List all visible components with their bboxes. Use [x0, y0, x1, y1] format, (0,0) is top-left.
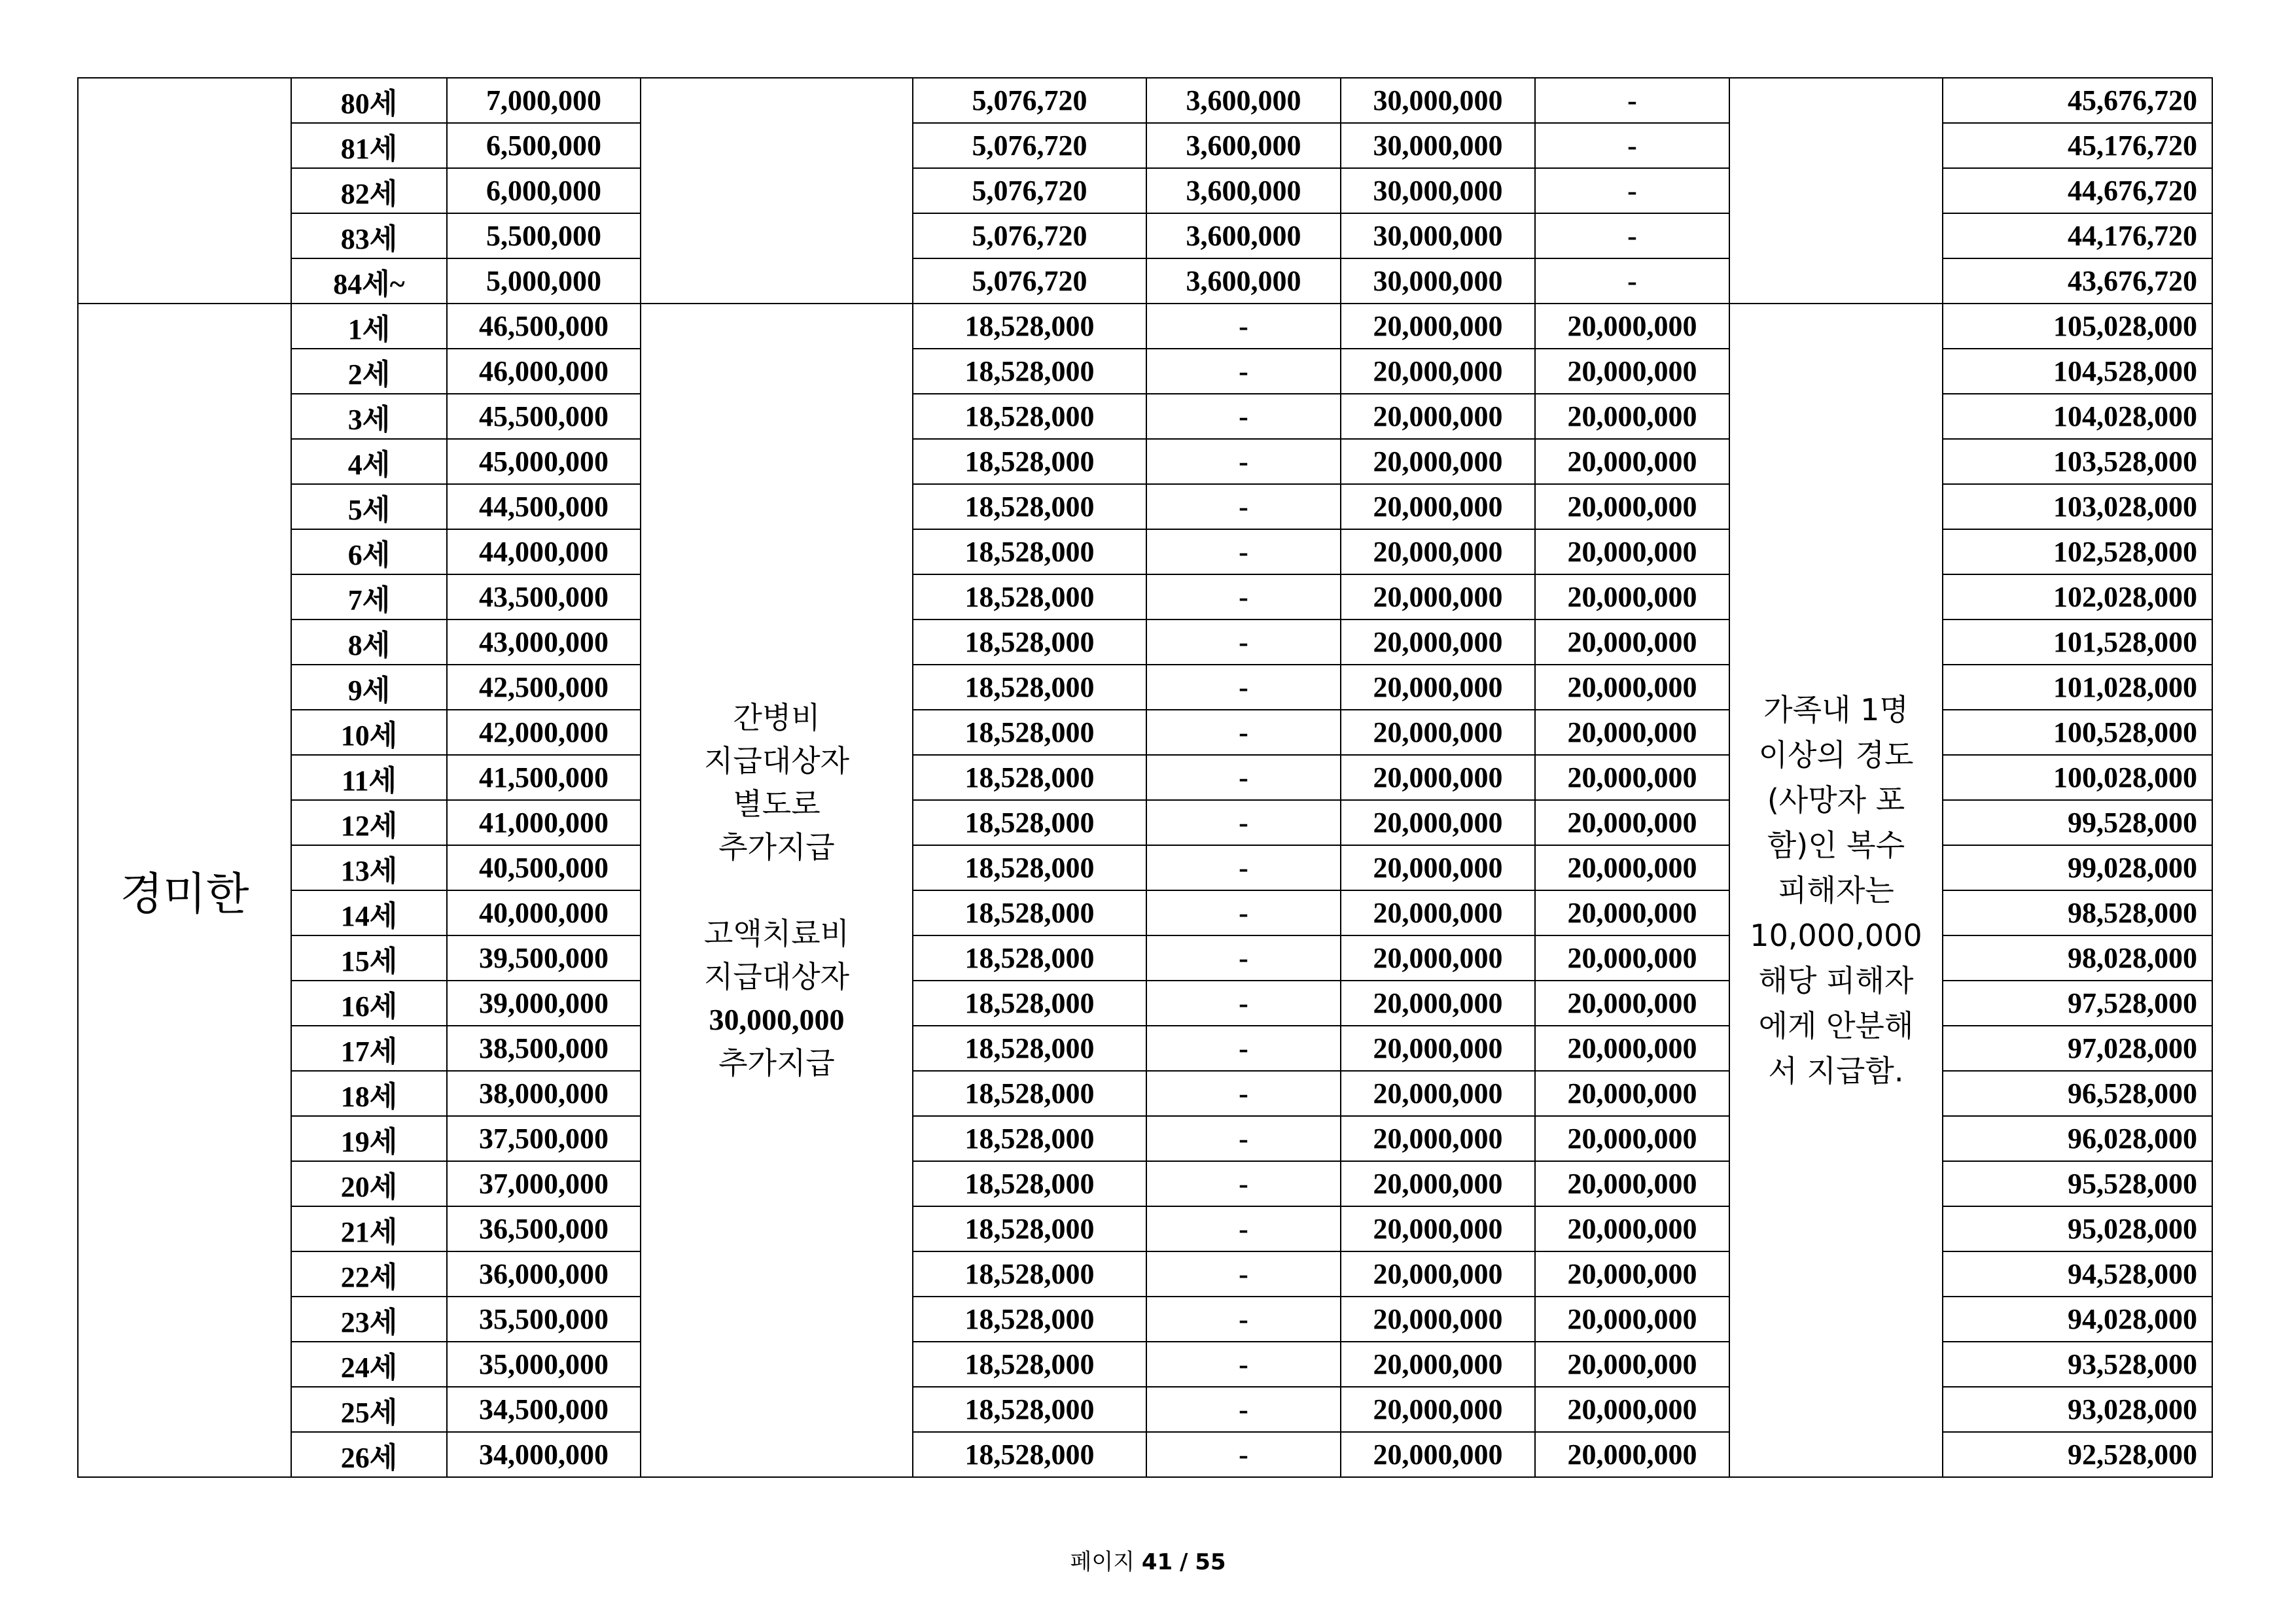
age-cell: 15세	[291, 935, 447, 981]
col-e-cell: -	[1146, 620, 1341, 665]
total-cell: 43,676,720	[1943, 258, 2212, 304]
family-note-line: 피해자는	[1778, 872, 1894, 908]
col-f-cell: 20,000,000	[1341, 1071, 1535, 1116]
family-note-line: 함)인 복수	[1767, 827, 1905, 863]
col-d-cell: 18,528,000	[913, 665, 1146, 710]
col-g-cell: 20,000,000	[1535, 1161, 1729, 1206]
amount-cell: 39,500,000	[447, 935, 641, 981]
col-d-cell: 5,076,720	[913, 78, 1146, 123]
total-cell: 95,028,000	[1943, 1206, 2212, 1251]
col-e-cell: 3,600,000	[1146, 213, 1341, 258]
col-d-cell: 5,076,720	[913, 168, 1146, 213]
age-cell: 5세	[291, 484, 447, 529]
additional-note-line: 추가지급	[718, 829, 835, 865]
col-g-cell: 20,000,000	[1535, 1432, 1729, 1477]
col-e-cell: 3,600,000	[1146, 168, 1341, 213]
col-g-cell: 20,000,000	[1535, 1342, 1729, 1387]
col-f-cell: 20,000,000	[1341, 845, 1535, 890]
age-cell: 24세	[291, 1342, 447, 1387]
total-cell: 95,528,000	[1943, 1161, 2212, 1206]
col-f-cell: 20,000,000	[1341, 755, 1535, 800]
age-cell: 9세	[291, 665, 447, 710]
col-g-cell: 20,000,000	[1535, 981, 1729, 1026]
col-f-cell: 20,000,000	[1341, 574, 1535, 620]
col-d-cell: 18,528,000	[913, 484, 1146, 529]
col-d-cell: 18,528,000	[913, 1342, 1146, 1387]
age-cell: 12세	[291, 800, 447, 845]
additional-note-cell	[641, 78, 913, 304]
col-g-cell: 20,000,000	[1535, 665, 1729, 710]
col-g-cell: 20,000,000	[1535, 529, 1729, 574]
age-cell: 3세	[291, 394, 447, 439]
page-label: 페이지	[1070, 1549, 1135, 1575]
col-e-cell: -	[1146, 1297, 1341, 1342]
col-e-cell: -	[1146, 1342, 1341, 1387]
col-f-cell: 20,000,000	[1341, 1161, 1535, 1206]
age-cell: 80세	[291, 78, 447, 123]
col-f-cell: 20,000,000	[1341, 1026, 1535, 1071]
amount-cell: 44,500,000	[447, 484, 641, 529]
col-g-cell: 20,000,000	[1535, 1071, 1729, 1116]
col-g-cell: 20,000,000	[1535, 394, 1729, 439]
col-e-cell: -	[1146, 574, 1341, 620]
col-f-cell: 30,000,000	[1341, 123, 1535, 168]
total-cell: 105,028,000	[1943, 304, 2212, 349]
amount-cell: 41,000,000	[447, 800, 641, 845]
col-f-cell: 20,000,000	[1341, 620, 1535, 665]
col-e-cell: -	[1146, 1206, 1341, 1251]
total-cell: 101,028,000	[1943, 665, 2212, 710]
col-g-cell: -	[1535, 258, 1729, 304]
age-cell: 81세	[291, 123, 447, 168]
amount-cell: 42,500,000	[447, 665, 641, 710]
amount-cell: 5,500,000	[447, 213, 641, 258]
total-cell: 97,528,000	[1943, 981, 2212, 1026]
col-g-cell: 20,000,000	[1535, 620, 1729, 665]
amount-cell: 45,000,000	[447, 439, 641, 484]
col-e-cell: -	[1146, 439, 1341, 484]
age-cell: 25세	[291, 1387, 447, 1432]
group-name-cell	[78, 78, 291, 304]
amount-cell: 5,000,000	[447, 258, 641, 304]
amount-cell: 41,500,000	[447, 755, 641, 800]
total-cell: 45,676,720	[1943, 78, 2212, 123]
total-cell: 103,528,000	[1943, 439, 2212, 484]
amount-cell: 42,000,000	[447, 710, 641, 755]
col-f-cell: 20,000,000	[1341, 529, 1535, 574]
family-note-line: 이상의 경도	[1758, 737, 1914, 773]
amount-cell: 7,000,000	[447, 78, 641, 123]
total-cell: 94,528,000	[1943, 1251, 2212, 1297]
col-g-cell: -	[1535, 123, 1729, 168]
col-d-cell: 18,528,000	[913, 1116, 1146, 1161]
family-note-cell	[1729, 78, 1943, 304]
total-cell: 101,528,000	[1943, 620, 2212, 665]
col-e-cell: -	[1146, 1071, 1341, 1116]
amount-cell: 40,000,000	[447, 890, 641, 935]
col-f-cell: 20,000,000	[1341, 304, 1535, 349]
amount-cell: 46,000,000	[447, 349, 641, 394]
age-cell: 21세	[291, 1206, 447, 1251]
page-current: 41	[1141, 1549, 1173, 1575]
amount-cell: 35,000,000	[447, 1342, 641, 1387]
age-cell: 26세	[291, 1432, 447, 1477]
total-cell: 44,176,720	[1943, 213, 2212, 258]
group-name-cell: 경미한	[78, 304, 291, 1477]
family-note-line: 10,000,000	[1750, 917, 1922, 953]
col-g-cell: -	[1535, 78, 1729, 123]
col-e-cell: -	[1146, 845, 1341, 890]
total-cell: 96,028,000	[1943, 1116, 2212, 1161]
amount-cell: 6,000,000	[447, 168, 641, 213]
col-g-cell: -	[1535, 213, 1729, 258]
col-g-cell: 20,000,000	[1535, 1297, 1729, 1342]
page-footer	[0, 1544, 2296, 1576]
additional-note-line: 지급대상자	[703, 959, 850, 994]
col-g-cell: 20,000,000	[1535, 1206, 1729, 1251]
col-e-cell: 3,600,000	[1146, 258, 1341, 304]
amount-cell: 46,500,000	[447, 304, 641, 349]
col-f-cell: 20,000,000	[1341, 484, 1535, 529]
total-cell: 92,528,000	[1943, 1432, 2212, 1477]
col-d-cell: 18,528,000	[913, 800, 1146, 845]
col-d-cell: 5,076,720	[913, 213, 1146, 258]
family-note-line: (사망자 포	[1767, 782, 1905, 818]
col-d-cell: 18,528,000	[913, 620, 1146, 665]
col-d-cell: 18,528,000	[913, 1297, 1146, 1342]
col-e-cell: -	[1146, 755, 1341, 800]
amount-cell: 38,000,000	[447, 1071, 641, 1116]
col-d-cell: 18,528,000	[913, 935, 1146, 981]
col-d-cell: 18,528,000	[913, 1251, 1146, 1297]
col-f-cell: 20,000,000	[1341, 710, 1535, 755]
col-e-cell: -	[1146, 710, 1341, 755]
age-cell: 14세	[291, 890, 447, 935]
col-d-cell: 18,528,000	[913, 981, 1146, 1026]
additional-note-line: 지급대상자	[703, 743, 850, 778]
age-cell: 1세	[291, 304, 447, 349]
amount-cell: 38,500,000	[447, 1026, 641, 1071]
col-f-cell: 20,000,000	[1341, 665, 1535, 710]
age-cell: 20세	[291, 1161, 447, 1206]
col-d-cell: 18,528,000	[913, 1387, 1146, 1432]
col-g-cell: 20,000,000	[1535, 349, 1729, 394]
col-g-cell: 20,000,000	[1535, 304, 1729, 349]
col-f-cell: 20,000,000	[1341, 800, 1535, 845]
age-cell: 8세	[291, 620, 447, 665]
col-f-cell: 30,000,000	[1341, 168, 1535, 213]
page-separator: /	[1179, 1549, 1188, 1575]
family-note-line: 에게 안분해	[1758, 1007, 1914, 1043]
age-cell: 16세	[291, 981, 447, 1026]
col-d-cell: 18,528,000	[913, 304, 1146, 349]
total-cell: 99,028,000	[1943, 845, 2212, 890]
col-e-cell: -	[1146, 1432, 1341, 1477]
col-d-cell: 18,528,000	[913, 1206, 1146, 1251]
total-cell: 97,028,000	[1943, 1026, 2212, 1071]
total-cell: 102,028,000	[1943, 574, 2212, 620]
col-g-cell: 20,000,000	[1535, 1387, 1729, 1432]
table-row	[78, 304, 2212, 349]
age-cell: 22세	[291, 1251, 447, 1297]
col-d-cell: 18,528,000	[913, 574, 1146, 620]
col-d-cell: 18,528,000	[913, 890, 1146, 935]
total-cell: 103,028,000	[1943, 484, 2212, 529]
col-e-cell: -	[1146, 349, 1341, 394]
page-total: 55	[1195, 1549, 1226, 1575]
family-note-cell	[1729, 304, 1943, 1477]
total-cell: 104,528,000	[1943, 349, 2212, 394]
total-cell: 100,528,000	[1943, 710, 2212, 755]
col-d-cell: 18,528,000	[913, 1026, 1146, 1071]
col-e-cell: -	[1146, 935, 1341, 981]
col-e-cell: -	[1146, 981, 1341, 1026]
col-e-cell: -	[1146, 1387, 1341, 1432]
col-g-cell: 20,000,000	[1535, 574, 1729, 620]
col-e-cell: -	[1146, 1026, 1341, 1071]
col-g-cell: 20,000,000	[1535, 800, 1729, 845]
col-f-cell: 30,000,000	[1341, 213, 1535, 258]
age-cell: 23세	[291, 1297, 447, 1342]
col-d-cell: 5,076,720	[913, 123, 1146, 168]
additional-note-line: 추가지급	[718, 1045, 835, 1081]
additional-note-line: 30,000,000	[709, 1003, 845, 1036]
table-body	[78, 78, 2212, 1477]
col-f-cell: 20,000,000	[1341, 349, 1535, 394]
col-e-cell: -	[1146, 304, 1341, 349]
family-note-line: 해당 피해자	[1758, 962, 1914, 998]
col-f-cell: 20,000,000	[1341, 1387, 1535, 1432]
total-cell: 96,528,000	[1943, 1071, 2212, 1116]
age-cell: 6세	[291, 529, 447, 574]
amount-cell: 6,500,000	[447, 123, 641, 168]
amount-cell: 36,000,000	[447, 1251, 641, 1297]
total-cell: 44,676,720	[1943, 168, 2212, 213]
total-cell: 100,028,000	[1943, 755, 2212, 800]
col-f-cell: 20,000,000	[1341, 1297, 1535, 1342]
compensation-table	[77, 77, 2213, 1478]
col-g-cell: 20,000,000	[1535, 1251, 1729, 1297]
col-f-cell: 20,000,000	[1341, 1206, 1535, 1251]
col-f-cell: 30,000,000	[1341, 78, 1535, 123]
age-cell: 13세	[291, 845, 447, 890]
additional-note-line: 별도로	[733, 786, 821, 822]
age-cell: 84세~	[291, 258, 447, 304]
family-note-line: 가족내 1명	[1763, 691, 1909, 727]
col-e-cell: -	[1146, 800, 1341, 845]
col-d-cell: 18,528,000	[913, 439, 1146, 484]
col-g-cell: 20,000,000	[1535, 755, 1729, 800]
col-g-cell: 20,000,000	[1535, 1116, 1729, 1161]
col-e-cell: 3,600,000	[1146, 123, 1341, 168]
col-e-cell: -	[1146, 1116, 1341, 1161]
age-cell: 18세	[291, 1071, 447, 1116]
total-cell: 45,176,720	[1943, 123, 2212, 168]
col-d-cell: 18,528,000	[913, 710, 1146, 755]
col-f-cell: 20,000,000	[1341, 935, 1535, 981]
col-g-cell: -	[1535, 168, 1729, 213]
amount-cell: 40,500,000	[447, 845, 641, 890]
total-cell: 102,528,000	[1943, 529, 2212, 574]
col-e-cell: 3,600,000	[1146, 78, 1341, 123]
col-f-cell: 20,000,000	[1341, 1342, 1535, 1387]
col-f-cell: 20,000,000	[1341, 1432, 1535, 1477]
total-cell: 104,028,000	[1943, 394, 2212, 439]
additional-note-cell	[641, 304, 913, 1477]
col-g-cell: 20,000,000	[1535, 484, 1729, 529]
col-e-cell: -	[1146, 665, 1341, 710]
total-cell: 99,528,000	[1943, 800, 2212, 845]
age-cell: 7세	[291, 574, 447, 620]
age-cell: 17세	[291, 1026, 447, 1071]
col-g-cell: 20,000,000	[1535, 1026, 1729, 1071]
table-row	[78, 78, 2212, 123]
age-cell: 10세	[291, 710, 447, 755]
col-d-cell: 18,528,000	[913, 755, 1146, 800]
col-e-cell: -	[1146, 1251, 1341, 1297]
amount-cell: 34,500,000	[447, 1387, 641, 1432]
col-d-cell: 18,528,000	[913, 1071, 1146, 1116]
age-cell: 4세	[291, 439, 447, 484]
amount-cell: 43,500,000	[447, 574, 641, 620]
age-cell: 11세	[291, 755, 447, 800]
additional-note-line: 간병비	[733, 700, 821, 735]
col-e-cell: -	[1146, 1161, 1341, 1206]
col-e-cell: -	[1146, 890, 1341, 935]
age-cell: 19세	[291, 1116, 447, 1161]
col-e-cell: -	[1146, 394, 1341, 439]
col-f-cell: 20,000,000	[1341, 439, 1535, 484]
col-d-cell: 18,528,000	[913, 394, 1146, 439]
col-d-cell: 18,528,000	[913, 1432, 1146, 1477]
col-d-cell: 18,528,000	[913, 1161, 1146, 1206]
amount-cell: 45,500,000	[447, 394, 641, 439]
note-spacer	[650, 869, 903, 912]
col-g-cell: 20,000,000	[1535, 890, 1729, 935]
total-cell: 93,528,000	[1943, 1342, 2212, 1387]
col-e-cell: -	[1146, 529, 1341, 574]
additional-note-line: 고액치료비	[703, 916, 850, 951]
col-g-cell: 20,000,000	[1535, 935, 1729, 981]
amount-cell: 35,500,000	[447, 1297, 641, 1342]
age-cell: 82세	[291, 168, 447, 213]
col-d-cell: 5,076,720	[913, 258, 1146, 304]
col-e-cell: -	[1146, 484, 1341, 529]
age-cell: 2세	[291, 349, 447, 394]
col-f-cell: 20,000,000	[1341, 394, 1535, 439]
col-f-cell: 20,000,000	[1341, 890, 1535, 935]
col-f-cell: 20,000,000	[1341, 1116, 1535, 1161]
col-g-cell: 20,000,000	[1535, 845, 1729, 890]
col-f-cell: 20,000,000	[1341, 981, 1535, 1026]
amount-cell: 37,000,000	[447, 1161, 641, 1206]
col-d-cell: 18,528,000	[913, 349, 1146, 394]
col-f-cell: 20,000,000	[1341, 1251, 1535, 1297]
amount-cell: 34,000,000	[447, 1432, 641, 1477]
amount-cell: 37,500,000	[447, 1116, 641, 1161]
col-f-cell: 30,000,000	[1341, 258, 1535, 304]
total-cell: 98,528,000	[1943, 890, 2212, 935]
col-d-cell: 18,528,000	[913, 845, 1146, 890]
total-cell: 93,028,000	[1943, 1387, 2212, 1432]
amount-cell: 36,500,000	[447, 1206, 641, 1251]
family-note-line: 서 지급함.	[1768, 1053, 1904, 1089]
amount-cell: 39,000,000	[447, 981, 641, 1026]
col-d-cell: 18,528,000	[913, 529, 1146, 574]
col-g-cell: 20,000,000	[1535, 439, 1729, 484]
age-cell: 83세	[291, 213, 447, 258]
col-g-cell: 20,000,000	[1535, 710, 1729, 755]
amount-cell: 44,000,000	[447, 529, 641, 574]
total-cell: 94,028,000	[1943, 1297, 2212, 1342]
amount-cell: 43,000,000	[447, 620, 641, 665]
total-cell: 98,028,000	[1943, 935, 2212, 981]
